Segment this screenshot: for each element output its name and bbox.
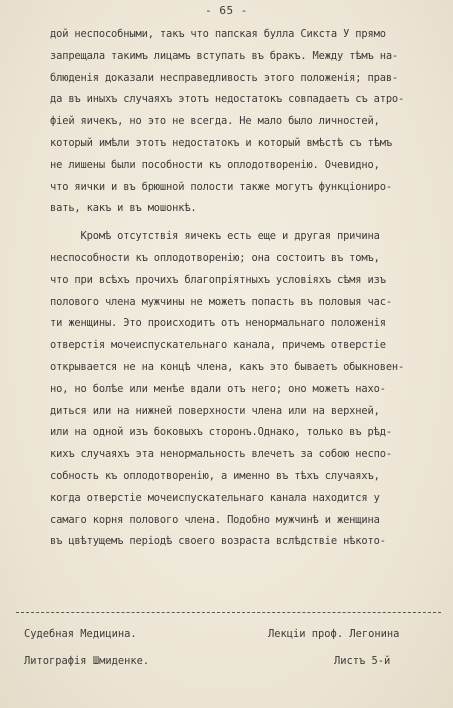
page-number: - 65 -: [205, 4, 248, 17]
text-line: Кромѣ отсутствія яичекъ есть еще и другая причина: [50, 230, 380, 243]
text-line: запрещала такимъ лицамъ вступать въ бракъ. Между тѣмъ на-: [50, 49, 399, 62]
text-line: дой неспособными, такъ что папская булла Сикста У прямо: [50, 28, 386, 40]
text-line: что яички и въ брюшной полости также могутъ функціониро-: [50, 180, 392, 193]
text-line: кихъ случаяхъ эта ненормальность влечетъ за собою неспо-: [50, 448, 392, 461]
footer-lecturer: Лекціи проф. Легонина: [268, 628, 400, 640]
text-line: ти женщины. Это происходитъ отъ ненормальнаго положенія: [50, 317, 386, 330]
text-line: фіей яичекъ, но это не всегда. Не мало было личностей,: [50, 115, 380, 128]
text-line: который имѣли этотъ недостатокъ и который вмѣстѣ съ тѣмъ: [50, 136, 392, 149]
text-line: что при всѣхъ прочихъ благопріятныхъ условіяхъ сѣмя изъ: [50, 273, 386, 286]
body-text: [50, 24, 442, 553]
text-line: да въ иныхъ случаяхъ этотъ недостатокъ совпадаетъ съ атро-: [50, 93, 405, 106]
text-line: неспособности къ оплодотворенію; она состоитъ въ томъ,: [50, 251, 380, 264]
text-line: открывается не на концѣ члена, какъ это бываетъ обыкновен-: [50, 360, 405, 373]
text-line: когда отверстіе мочеиспускательнаго канала находится у: [50, 491, 380, 504]
text-line: въ цвѣтущемъ періодѣ своего возраста вслѣдствіе нѣкото-: [50, 535, 386, 548]
footer-course-title: Судебная Медицина.: [24, 628, 137, 640]
text-line: но, но болѣе или менѣе вдали отъ него; оно можетъ нахо-: [50, 382, 386, 395]
text-line: вать, какъ и въ мошонкѣ.: [50, 202, 197, 215]
text-line: самаго корня полового члена. Подобно мужчинѣ и женщина: [50, 513, 380, 526]
text-line: или на одной изъ боковыхъ сторонъ.Однако, только въ рѣд-: [50, 426, 392, 439]
text-line: отверстія мочеиспускательнаго канала, причемъ отверстіе: [50, 339, 386, 352]
text-line: диться или на нижней поверхности члена или на верхней,: [50, 404, 380, 417]
text-line: не лишены были пособности къ оплодотворенію. Очевидно,: [50, 158, 380, 171]
footer-printer: Литографія Шмиденке.: [24, 655, 150, 667]
footer-sheet-number: Листъ 5-й: [334, 655, 391, 667]
text-line: собность къ оплодотворенію, а именно въ тѣхъ случаяхъ,: [50, 469, 380, 482]
text-line: блюденія доказали несправедливость этого положенія; прав-: [50, 71, 399, 84]
text-line: полового члена мужчины не можетъ попасть въ половыя час-: [50, 295, 392, 308]
footer-divider: [16, 612, 441, 613]
